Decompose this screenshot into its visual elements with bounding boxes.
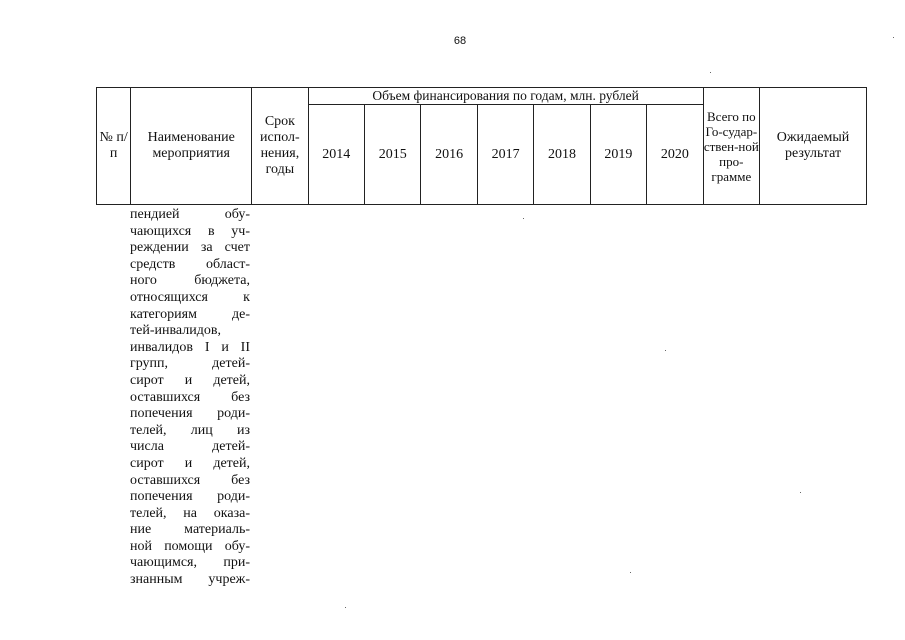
text-line: ного бюджета, — [130, 273, 250, 289]
text-line: чающихся в уч- — [130, 223, 250, 239]
continuation-text — [130, 207, 250, 589]
col-header-year: 2020 — [647, 105, 703, 205]
col-header-year: 2015 — [365, 105, 421, 205]
text-line: числа детей- — [130, 439, 250, 455]
text-line: телей, лиц из — [130, 422, 250, 438]
header-table — [96, 87, 867, 205]
col-header-year: 2019 — [590, 105, 646, 205]
text-line: чающимся, при- — [130, 555, 250, 571]
col-header-name: Наименование мероприятия — [131, 88, 252, 205]
text-line: телей, на оказа- — [130, 505, 250, 521]
text-line: тей-инвалидов, — [130, 323, 221, 339]
text-line: пендией обу- — [130, 207, 250, 222]
text-line: оставшихся без — [130, 472, 250, 488]
text-line: попечения роди- — [130, 406, 250, 422]
col-header-result: Ожидаемый результат — [760, 88, 867, 205]
text-line: оставшихся без — [130, 389, 250, 405]
page-number: 68 — [453, 35, 467, 47]
col-header-total: Всего по Го-судар-ствен-ной про-грамме — [703, 88, 759, 205]
text-line: знанным учреж- — [130, 572, 250, 588]
text-line: групп, детей- — [130, 356, 250, 372]
text-line: ние материаль- — [130, 522, 250, 538]
col-header-year: 2018 — [534, 105, 590, 205]
text-line: попечения роди- — [130, 489, 250, 505]
text-line: относящихся к — [130, 289, 250, 305]
text-line: средств област- — [130, 256, 250, 272]
col-header-year: 2016 — [421, 105, 477, 205]
col-header-funding: Объем финансирования по годам, млн. рублей — [308, 88, 703, 105]
text-line: категориям де- — [130, 306, 250, 322]
text-line: сирот и детей, — [130, 455, 250, 471]
text-line: инвалидов I и II — [130, 339, 250, 355]
text-line: реждении за счет — [130, 240, 250, 256]
text-line: сирот и детей, — [130, 372, 250, 388]
col-header-year: 2014 — [308, 105, 364, 205]
col-header-term: Срок испол-нения, годы — [252, 88, 308, 205]
col-header-year: 2017 — [477, 105, 533, 205]
text-line: ной помощи обу- — [130, 538, 250, 554]
col-header-number: № п/п — [97, 88, 131, 205]
